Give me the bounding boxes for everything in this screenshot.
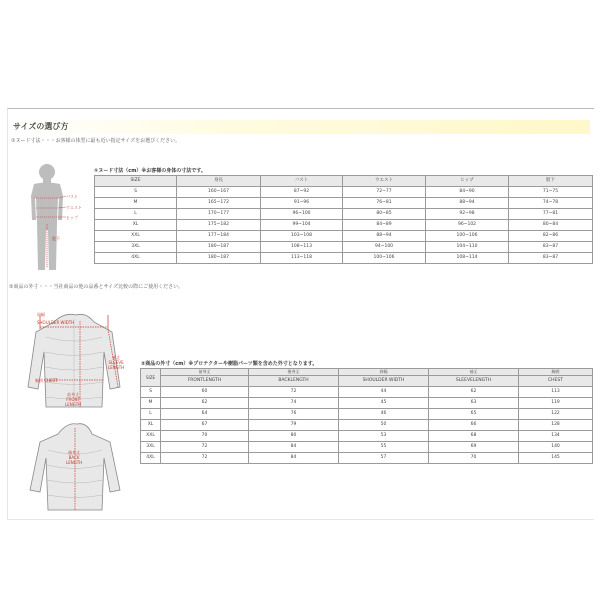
table-cell: 84~89 xyxy=(343,220,426,231)
size-cell: XXL xyxy=(95,231,177,242)
table-row xyxy=(95,209,593,220)
size-cell: S xyxy=(141,387,161,398)
jacket-back-icon xyxy=(22,420,127,515)
size-cell: 4XL xyxy=(141,453,161,464)
table-cell: 67 xyxy=(161,420,249,431)
table-cell: 113~118 xyxy=(261,253,343,264)
table-cell: 96~102 xyxy=(426,220,509,231)
table-row xyxy=(95,198,593,209)
sleeve-label: 袖丈 SLEEVE LENGTH xyxy=(108,355,125,370)
size-cell: XXL xyxy=(141,431,161,442)
front-length-label: 前身丈 FRONT LENGTH xyxy=(65,392,82,407)
table-row xyxy=(141,420,593,431)
shoulder-label-jp: 肩幅 xyxy=(37,312,45,317)
header-cell: 胸囲 xyxy=(519,369,593,376)
table-cell: 64 xyxy=(161,409,249,420)
table-cell: 108~114 xyxy=(426,253,509,264)
waist-label: ウエスト xyxy=(66,205,82,210)
size-cell: XL xyxy=(95,220,177,231)
table-cell: 122 xyxy=(519,409,593,420)
table-cell: 79 xyxy=(249,420,339,431)
table-cell: 63 xyxy=(429,398,519,409)
table-cell: 80~85 xyxy=(343,209,426,220)
header-cell: 後身丈 xyxy=(249,369,339,376)
table-row xyxy=(141,453,593,464)
table-row xyxy=(95,253,593,264)
table-cell: 50 xyxy=(339,420,429,431)
table-cell: 70 xyxy=(429,453,519,464)
size-cell: 4XL xyxy=(95,253,177,264)
header-cell: SLEEVELENGTH xyxy=(429,376,519,387)
body-table-caption: ①ヌード寸法（cm）※お客様の身体の寸法です。 xyxy=(94,168,206,174)
table-cell: 68 xyxy=(429,431,519,442)
table-header-row xyxy=(141,376,593,387)
table-row xyxy=(141,431,593,442)
size-cell: 3XL xyxy=(95,242,177,253)
table-cell: 71~75 xyxy=(509,187,593,198)
table-cell: 74~78 xyxy=(509,198,593,209)
table-cell: 128 xyxy=(519,420,593,431)
table-cell: 104~110 xyxy=(426,242,509,253)
table-cell: 91~96 xyxy=(261,198,343,209)
table-cell: 72 xyxy=(161,442,249,453)
table-cell: 82~86 xyxy=(509,231,593,242)
table-cell: 80 xyxy=(249,431,339,442)
table-cell: 113 xyxy=(519,387,593,398)
body-note: ①ヌード寸法・・・お客様の体型に最も近い指定サイズをお選びください。 xyxy=(11,138,181,144)
body-size-table xyxy=(94,175,593,264)
table-cell: 180~187 xyxy=(177,253,261,264)
table-cell: 69 xyxy=(429,442,519,453)
table-cell: 62 xyxy=(161,398,249,409)
table-cell: 170~177 xyxy=(177,209,261,220)
header-cell: CHEST xyxy=(519,376,593,387)
table-cell: 83~87 xyxy=(509,242,593,253)
table-cell: 145 xyxy=(519,453,593,464)
size-cell: M xyxy=(95,198,177,209)
table-cell: 99~104 xyxy=(261,220,343,231)
header-cell: FRONTLENGTH xyxy=(161,376,249,387)
table-cell: 45 xyxy=(339,398,429,409)
table-cell: 60 xyxy=(161,387,249,398)
header-cell: バスト xyxy=(261,176,343,187)
table-cell: 72~77 xyxy=(343,187,426,198)
table-cell: 84 xyxy=(249,442,339,453)
table-cell: 70 xyxy=(161,431,249,442)
table-cell: 76~81 xyxy=(343,198,426,209)
table-cell: 74 xyxy=(249,398,339,409)
table-header-row xyxy=(141,369,593,376)
header-cell: SIZE xyxy=(95,176,177,187)
table-row xyxy=(141,398,593,409)
chest-label: 胸囲 CHEST xyxy=(35,378,58,383)
table-cell: 180~187 xyxy=(177,242,261,253)
table-cell: 62 xyxy=(429,387,519,398)
size-cell: 3XL xyxy=(141,442,161,453)
garment-note: ②商品の外寸・・・当社商品の他の品番とサイズ比較の際にご使用ください。 xyxy=(9,284,184,290)
back-length-label: 後身丈 BACK LENGTH xyxy=(66,450,83,465)
table-cell: 66 xyxy=(429,420,519,431)
header-cell: 股下 xyxy=(509,176,593,187)
table-cell: 84 xyxy=(249,453,339,464)
table-cell: 94~100 xyxy=(343,242,426,253)
table-cell: 44 xyxy=(339,387,429,398)
size-cell: L xyxy=(141,409,161,420)
size-cell: XL xyxy=(141,420,161,431)
table-cell: 119 xyxy=(519,398,593,409)
garment-size-table xyxy=(140,368,593,464)
section-title: サイズの選び方 xyxy=(10,120,590,134)
table-row xyxy=(141,409,593,420)
table-cell: 96~100 xyxy=(261,209,343,220)
bust-label: バスト xyxy=(66,194,78,199)
table-cell: 103~108 xyxy=(261,231,343,242)
table-cell: 134 xyxy=(519,431,593,442)
header-cell: ウエスト xyxy=(343,176,426,187)
table-cell: 140 xyxy=(519,442,593,453)
table-cell: 83~87 xyxy=(509,253,593,264)
table-row xyxy=(95,231,593,242)
size-cell: M xyxy=(141,398,161,409)
table-cell: 57 xyxy=(339,453,429,464)
table-cell: 108~113 xyxy=(261,242,343,253)
table-cell: 53 xyxy=(339,431,429,442)
inseam-label: 股下 xyxy=(52,236,60,241)
header-cell: SIZE xyxy=(141,369,161,387)
table-cell: 80~84 xyxy=(509,220,593,231)
header-cell: 身長 xyxy=(177,176,261,187)
table-cell: 84~90 xyxy=(426,187,509,198)
header-cell: ヒップ xyxy=(426,176,509,187)
table-cell: 175~182 xyxy=(177,220,261,231)
table-cell: 160~167 xyxy=(177,187,261,198)
table-cell: 88~94 xyxy=(343,231,426,242)
table-cell: 46 xyxy=(339,409,429,420)
header-cell: 前身丈 xyxy=(161,369,249,376)
table-cell: 77~81 xyxy=(509,209,593,220)
size-cell: S xyxy=(95,187,177,198)
table-cell: 72 xyxy=(249,387,339,398)
table-header-row xyxy=(95,176,593,187)
table-cell: 92~98 xyxy=(426,209,509,220)
header-cell: SHOULDER WIDTH xyxy=(339,376,429,387)
table-row xyxy=(141,442,593,453)
table-cell: 177~184 xyxy=(177,231,261,242)
table-cell: 72 xyxy=(161,453,249,464)
table-row xyxy=(95,220,593,231)
table-cell: 55 xyxy=(339,442,429,453)
table-cell: 87~92 xyxy=(261,187,343,198)
table-cell: 88~94 xyxy=(426,198,509,209)
table-cell: 100~106 xyxy=(426,231,509,242)
table-cell: 100~106 xyxy=(343,253,426,264)
jacket-back-figure xyxy=(22,420,127,515)
size-cell: L xyxy=(95,209,177,220)
garment-table-caption: ②商品の外寸（cm）※プロテクターや樹脂パーツ類を含めた外寸となります。 xyxy=(141,361,318,367)
table-row xyxy=(141,387,593,398)
table-row xyxy=(95,242,593,253)
shoulder-label-en: SHOULDER WIDTH xyxy=(37,320,75,325)
hip-label: ヒップ xyxy=(66,215,78,220)
table-cell: 165~172 xyxy=(177,198,261,209)
header-cell: 袖丈 xyxy=(429,369,519,376)
table-row xyxy=(95,187,593,198)
table-cell: 76 xyxy=(249,409,339,420)
header-cell: BACKLENGTH xyxy=(249,376,339,387)
table-cell: 65 xyxy=(429,409,519,420)
header-cell: 肩幅 xyxy=(339,369,429,376)
